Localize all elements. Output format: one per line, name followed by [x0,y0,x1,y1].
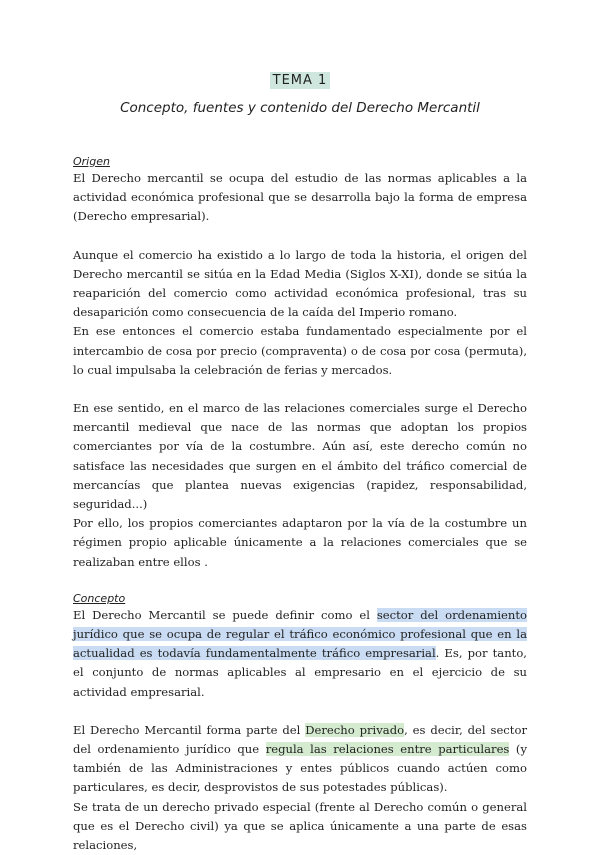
spacer [73,572,527,591]
tema-label [0,73,600,88]
spacer [73,380,527,399]
paragraph-concepto-2 [73,721,527,798]
text-run: El Derecho Mercantil se puede definir como el [73,607,377,622]
highlighted-term: Derecho privado [305,722,405,737]
spacer [73,702,527,721]
highlighted-phrase: regula las relaciones entre particulares [265,742,510,757]
paragraph-concepto-3: Se trata de un derecho privado especial (frente al Derecho común o general que es el Derecho civil) ya que se aplica únicamente a una parte de esas relaciones, [73,799,527,853]
page-subtitle: Concepto, fuentes y contenido del Derecho Mercantil [120,100,480,116]
spacer [73,227,527,246]
paragraph-concepto-1 [73,606,527,702]
tema-text: TEMA 1 [270,72,331,89]
text-run: El Derecho Mercantil forma parte del [73,722,306,737]
paragraph-origen-3: En ese entonces el comercio estaba fundamentado especialmente por el intercambio de cosa por precio (compraventa) o de cosa por cosa (permuta), lo cual impulsaba la celebración de ferias y mercados. [73,324,527,377]
paragraph-origen-1: El Derecho mercantil se ocupa del estudio de las normas aplicables a la actividad económica profesional que se desarrolla bajo la forma de empresa (Derecho empresarial). [73,171,527,224]
highlighted-definition: sector del ordenamiento jurídico que se ocupa de regular el tráfico económico profesional que en la actualidad es todavía fundamentalmente tráfico empresarial [73,607,528,661]
section-heading-concepto: Concepto [73,591,126,605]
text-run: . Es, por tanto, el conjunto de normas aplicables al empresario en el ejercicio de su actividad empresarial. [73,646,527,699]
paragraph-origen-2: Aunque el comercio ha existido a lo largo de toda la historia, el origen del Derecho mercantil se sitúa en la Edad Media (Siglos X-XI), donde se sitúa la reaparición del comercio como actividad económica profesional, tras su desaparición como consecuencia de la caída del Imperio romano. [73,247,527,320]
text-run: (y también de las Administraciones y entes públicos cuando actúen como particulares, es decir, desprovistos de sus potestades públicas). [73,742,528,795]
paragraph-origen-5: Por ello, los propios comerciantes adaptaron por la vía de la costumbre un régimen propio aplicable únicamente a la relaciones comerciales que se realizaban entre ellos . [73,516,527,569]
paragraph-origen-4: En ese sentido, en el marco de las relaciones comerciales surge el Derecho mercantil medieval que nace de las normas que adoptan los propios comerciantes por vía de la costumbre. Aún así, este derecho común no satisface las necesidades que surgen en el ámbito del tráfico comercial de mercancías que plantea nuevas exigencias (rapidez, responsabilidad, seguridad...) [73,401,527,512]
text-run: , es decir, del sector del ordenamiento jurídico que [73,722,527,757]
section-heading-origen: Origen [73,155,110,168]
document-body [73,154,527,855]
